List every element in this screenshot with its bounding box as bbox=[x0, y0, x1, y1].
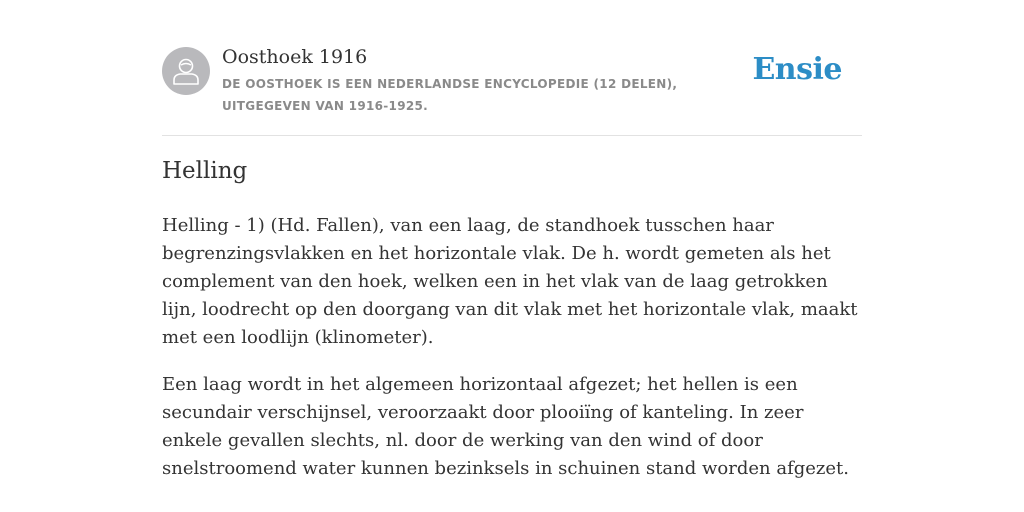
article-paragraph: Helling - 1) (Hd. Fallen), van een laag, de standhoek tusschen haar begrenzingsvlakken en het horizontale vlak. De h. wordt gemeten als het complement van den hoek, welken een in het vlak van de laag getrokken lijn, loodrecht op den doorgang van dit vlak met het horizontale vlak, maakt met een loodlijn (klinometer). bbox=[162, 215, 858, 348]
source-avatar[interactable] bbox=[162, 47, 210, 95]
source-header bbox=[162, 44, 862, 136]
article-title: Helling bbox=[162, 158, 248, 184]
article-body bbox=[162, 212, 862, 502]
ensie-logo[interactable]: Ensie bbox=[752, 52, 842, 87]
source-description: DE OOSTHOEK IS EEN NEDERLANDSE ENCYCLOPEDIE (12 DELEN), UITGEGEVEN VAN 1916-1925. bbox=[222, 77, 678, 113]
source-name[interactable]: Oosthoek 1916 bbox=[222, 46, 368, 68]
article-paragraph: Een laag wordt in het algemeen horizontaal afgezet; het hellen is een secundair verschijnsel, veroorzaakt door plooiïng of kanteling. In zeer enkele gevallen slechts, nl. door de werking van den wind of door snelstroomend water kunnen bezinksels in schuinen stand worden afgezet. bbox=[162, 374, 849, 479]
user-icon bbox=[172, 56, 200, 86]
